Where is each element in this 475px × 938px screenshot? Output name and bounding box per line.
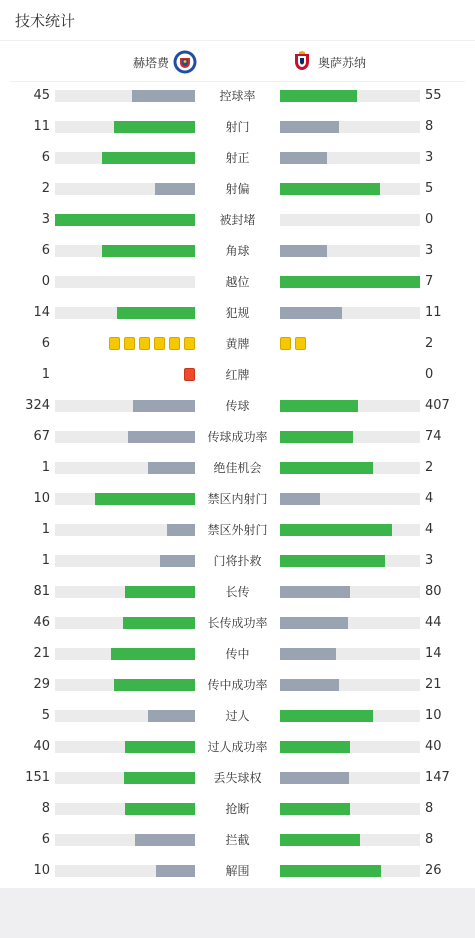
- stat-row: [0, 582, 475, 602]
- away-value: 407: [425, 398, 450, 413]
- home-value: 10: [33, 491, 50, 506]
- stat-row: [0, 830, 475, 850]
- away-value: 21: [425, 677, 442, 692]
- stat-row: [0, 458, 475, 478]
- stat-row: [0, 427, 475, 447]
- home-value: 40: [33, 739, 50, 754]
- stat-row: [0, 706, 475, 726]
- away-bar-fill: [280, 803, 350, 815]
- away-bar-fill: [280, 834, 360, 846]
- stat-label: 越位: [225, 275, 250, 289]
- home-bar-fill: [133, 400, 195, 412]
- away-bar-track: [280, 431, 420, 443]
- stat-row: [0, 551, 475, 571]
- home-value: 46: [33, 615, 50, 630]
- away-bar-fill: [280, 90, 357, 102]
- away-value: 44: [425, 615, 442, 630]
- home-bar-track: [55, 679, 195, 691]
- home-bar-fill: [117, 307, 195, 319]
- stat-label: 红牌: [225, 368, 250, 382]
- stat-row: [0, 272, 475, 292]
- yellow-card-icon: [184, 337, 195, 350]
- away-bar-fill: [280, 183, 380, 195]
- stat-label: 过人: [225, 709, 250, 723]
- away-value: 0: [425, 212, 434, 227]
- home-value: 10: [33, 863, 50, 878]
- stat-label: 门将扑救: [213, 554, 262, 568]
- stat-row: [0, 396, 475, 416]
- home-bar-track: [55, 710, 195, 722]
- home-bar-fill: [155, 183, 195, 195]
- home-value: 8: [41, 801, 50, 816]
- home-bar-fill: [55, 214, 195, 226]
- away-bar-fill: [280, 741, 350, 753]
- home-bar-track: [55, 214, 195, 226]
- stat-label: 传球成功率: [207, 430, 268, 444]
- stat-label: 控球率: [219, 89, 256, 103]
- stat-label: 禁区内射门: [207, 492, 268, 506]
- stat-row: [0, 520, 475, 540]
- away-value: 80: [425, 584, 442, 599]
- away-bar-track: [280, 586, 420, 598]
- home-value: 151: [25, 770, 50, 785]
- stat-label: 传球: [225, 399, 250, 413]
- home-value: 5: [41, 708, 50, 723]
- home-bar-track: [55, 741, 195, 753]
- away-bar-fill: [280, 648, 336, 660]
- home-value: 6: [41, 832, 50, 847]
- stat-label: 犯规: [225, 306, 250, 320]
- away-value: 7: [425, 274, 434, 289]
- home-bar-fill: [148, 462, 195, 474]
- away-bar-track: [280, 555, 420, 567]
- home-bar-track: [55, 524, 195, 536]
- away-value: 74: [425, 429, 442, 444]
- stat-row: [0, 334, 475, 354]
- away-value: 2: [425, 460, 434, 475]
- home-value: 6: [41, 243, 50, 258]
- away-bar-track: [280, 617, 420, 629]
- stat-label: 长传: [225, 585, 250, 599]
- home-value: 2: [41, 181, 50, 196]
- stat-label: 过人成功率: [207, 740, 268, 754]
- yellow-card-icon: [109, 337, 120, 350]
- away-value: 40: [425, 739, 442, 754]
- stat-row: [0, 613, 475, 633]
- home-bar-fill: [167, 524, 195, 536]
- stat-label: 黄牌: [225, 337, 250, 351]
- home-value: 1: [41, 460, 50, 475]
- away-bar-track: [280, 679, 420, 691]
- away-value: 147: [425, 770, 450, 785]
- home-value: 29: [33, 677, 50, 692]
- away-value: 26: [425, 863, 442, 878]
- yellow-card-icon: [295, 337, 306, 350]
- stat-label: 拦截: [225, 833, 250, 847]
- home-bar-fill: [148, 710, 195, 722]
- home-bar-fill: [125, 586, 195, 598]
- stat-row: [0, 768, 475, 788]
- away-bar-fill: [280, 307, 342, 319]
- stat-row: [0, 86, 475, 106]
- home-bar-fill: [124, 772, 195, 784]
- home-bar-track: [55, 245, 195, 257]
- getafe-logo-icon: [173, 50, 197, 74]
- away-value: 2: [425, 336, 434, 351]
- away-value: 4: [425, 522, 434, 537]
- away-bar-fill: [280, 400, 358, 412]
- page-title: 技术统计: [15, 12, 76, 30]
- home-value: 1: [41, 553, 50, 568]
- away-bar-track: [280, 524, 420, 536]
- away-value: 11: [425, 305, 442, 320]
- divider: [0, 40, 475, 41]
- away-team[interactable]: [290, 49, 370, 75]
- stat-row: [0, 179, 475, 199]
- away-bar-track: [280, 741, 420, 753]
- home-bar-track: [55, 462, 195, 474]
- away-team-name: 奥萨苏纳: [318, 55, 367, 70]
- away-bar-fill: [280, 431, 353, 443]
- away-value: 8: [425, 801, 434, 816]
- away-bar-fill: [280, 772, 349, 784]
- home-bar-fill: [156, 865, 195, 877]
- home-value: 1: [41, 367, 50, 382]
- away-bar-fill: [280, 865, 381, 877]
- stat-label: 抢断: [225, 802, 250, 816]
- away-bar-track: [280, 865, 420, 877]
- home-bar-track: [55, 90, 195, 102]
- away-bar-track: [280, 214, 420, 226]
- home-bar-fill: [111, 648, 195, 660]
- away-bar-track: [280, 772, 420, 784]
- away-bar-track: [280, 462, 420, 474]
- home-value: 45: [33, 88, 50, 103]
- home-bar-fill: [160, 555, 195, 567]
- stat-row: [0, 241, 475, 261]
- stat-row: [0, 799, 475, 819]
- stat-row: [0, 737, 475, 757]
- away-value: 14: [425, 646, 442, 661]
- stat-label: 解围: [225, 864, 250, 878]
- away-bar-track: [280, 90, 420, 102]
- away-bar-fill: [280, 555, 385, 567]
- home-cards: [109, 337, 195, 351]
- stat-label: 射门: [225, 120, 250, 134]
- home-bar-track: [55, 555, 195, 567]
- home-bar-fill: [128, 431, 195, 443]
- home-value: 21: [33, 646, 50, 661]
- yellow-card-icon: [124, 337, 135, 350]
- home-bar-track: [55, 648, 195, 660]
- away-bar-fill: [280, 710, 373, 722]
- home-value: 67: [33, 429, 50, 444]
- stat-label: 传中: [225, 647, 250, 661]
- home-bar-fill: [135, 834, 195, 846]
- stat-row: [0, 117, 475, 137]
- stat-label: 绝佳机会: [213, 461, 262, 475]
- home-cards: [184, 368, 195, 382]
- away-bar-fill: [280, 121, 339, 133]
- stat-label: 长传成功率: [207, 616, 268, 630]
- home-bar-fill: [125, 741, 195, 753]
- away-cards: [280, 337, 306, 351]
- home-bar-track: [55, 307, 195, 319]
- home-value: 6: [41, 336, 50, 351]
- away-bar-fill: [280, 679, 339, 691]
- away-value: 10: [425, 708, 442, 723]
- away-bar-track: [280, 152, 420, 164]
- home-bar-track: [55, 493, 195, 505]
- away-bar-fill: [280, 152, 327, 164]
- away-value: 3: [425, 150, 434, 165]
- away-bar-fill: [280, 245, 327, 257]
- away-bar-track: [280, 710, 420, 722]
- home-bar-fill: [114, 679, 195, 691]
- home-bar-track: [55, 121, 195, 133]
- stat-row: [0, 675, 475, 695]
- away-value: 3: [425, 243, 434, 258]
- away-bar-fill: [280, 586, 350, 598]
- home-team-name: 赫塔费: [132, 55, 169, 70]
- home-team[interactable]: [129, 49, 197, 75]
- stat-label: 被封堵: [219, 213, 256, 227]
- away-bar-fill: [280, 493, 320, 505]
- away-bar-fill: [280, 276, 420, 288]
- away-bar-track: [280, 307, 420, 319]
- home-value: 81: [33, 584, 50, 599]
- stat-row: [0, 365, 475, 385]
- away-bar-track: [280, 834, 420, 846]
- yellow-card-icon: [154, 337, 165, 350]
- stat-label: 射偏: [225, 182, 250, 196]
- divider: [10, 81, 465, 82]
- away-value: 3: [425, 553, 434, 568]
- home-bar-fill: [102, 245, 195, 257]
- home-bar-track: [55, 617, 195, 629]
- home-bar-fill: [114, 121, 195, 133]
- home-bar-track: [55, 431, 195, 443]
- yellow-card-icon: [139, 337, 150, 350]
- stat-row: [0, 303, 475, 323]
- away-value: 8: [425, 832, 434, 847]
- away-bar-track: [280, 183, 420, 195]
- home-bar-track: [55, 276, 195, 288]
- home-value: 1: [41, 522, 50, 537]
- home-bar-fill: [123, 617, 195, 629]
- home-value: 11: [33, 119, 50, 134]
- red-card-icon: [184, 368, 195, 381]
- stat-row: [0, 489, 475, 509]
- home-bar-fill: [102, 152, 195, 164]
- home-bar-track: [55, 152, 195, 164]
- yellow-card-icon: [169, 337, 180, 350]
- home-value: 14: [33, 305, 50, 320]
- stat-row: [0, 210, 475, 230]
- stat-row: [0, 644, 475, 664]
- stat-row: [0, 148, 475, 168]
- home-value: 324: [25, 398, 50, 413]
- stat-label: 角球: [225, 244, 250, 258]
- yellow-card-icon: [280, 337, 291, 350]
- home-value: 6: [41, 150, 50, 165]
- home-bar-fill: [125, 803, 195, 815]
- away-bar-track: [280, 493, 420, 505]
- home-bar-track: [55, 803, 195, 815]
- away-bar-track: [280, 400, 420, 412]
- home-bar-track: [55, 586, 195, 598]
- away-bar-fill: [280, 524, 392, 536]
- home-value: 0: [41, 274, 50, 289]
- away-bar-track: [280, 648, 420, 660]
- osasuna-logo-icon: [290, 50, 314, 74]
- home-bar-track: [55, 772, 195, 784]
- away-value: 5: [425, 181, 434, 196]
- away-value: 4: [425, 491, 434, 506]
- home-bar-track: [55, 834, 195, 846]
- stat-label: 丢失球权: [213, 771, 262, 785]
- stat-label: 禁区外射门: [207, 523, 268, 537]
- home-bar-track: [55, 183, 195, 195]
- stat-label: 射正: [225, 151, 250, 165]
- away-bar-track: [280, 803, 420, 815]
- stat-row: [0, 861, 475, 881]
- away-value: 8: [425, 119, 434, 134]
- away-bar-track: [280, 121, 420, 133]
- away-bar-fill: [280, 617, 348, 629]
- home-bar-track: [55, 400, 195, 412]
- away-bar-track: [280, 276, 420, 288]
- home-bar-track: [55, 865, 195, 877]
- home-bar-fill: [132, 90, 195, 102]
- home-bar-fill: [95, 493, 195, 505]
- away-bar-fill: [280, 462, 373, 474]
- away-bar-track: [280, 245, 420, 257]
- away-value: 55: [425, 88, 442, 103]
- home-value: 3: [41, 212, 50, 227]
- stat-label: 传中成功率: [207, 678, 268, 692]
- away-value: 0: [425, 367, 434, 382]
